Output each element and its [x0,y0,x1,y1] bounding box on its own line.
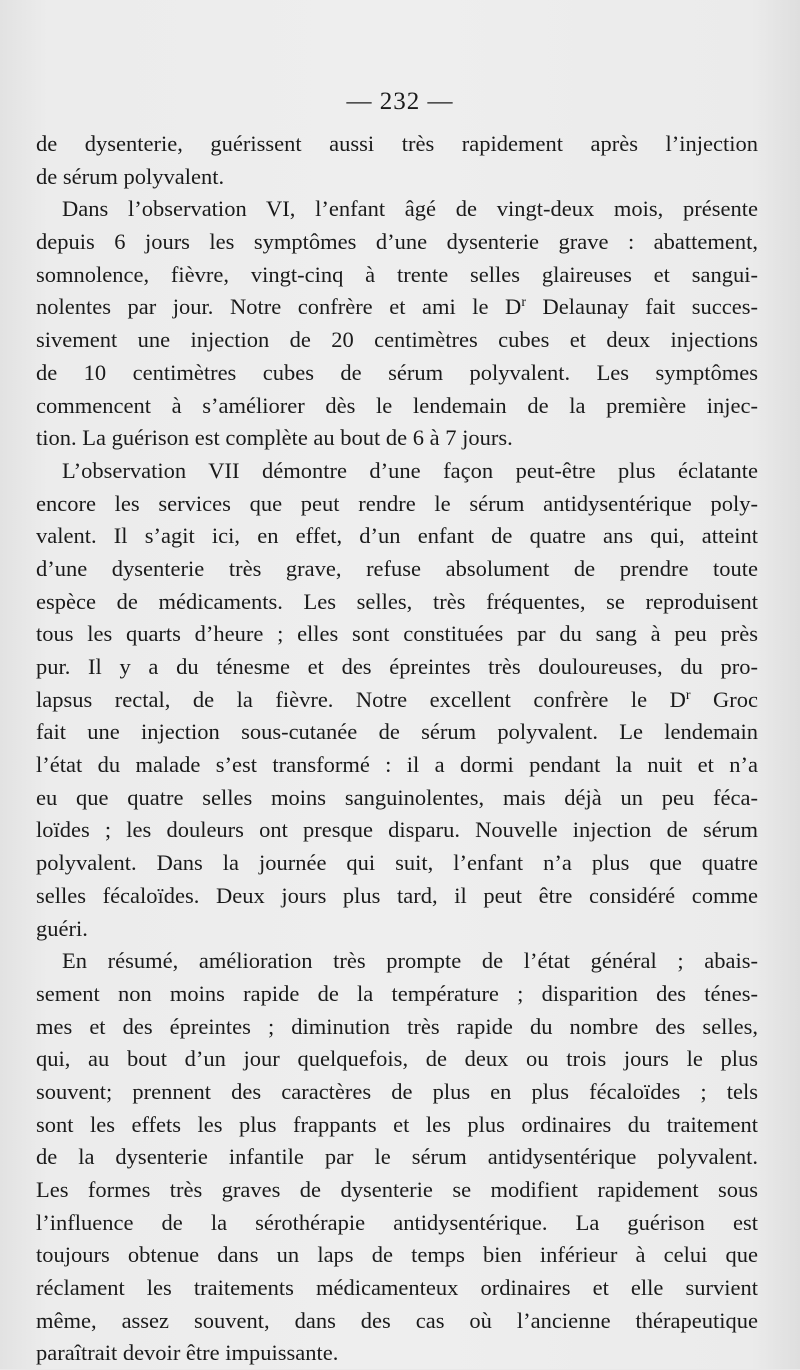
text-line: commencent à s’améliorer dès le lendemain de la première injec- [36,392,758,418]
text-line: de 10 centimètres cubes de sérum polyvalent. Les symptômes [36,359,758,385]
text-segment: Delaunay fait succes- [525,294,759,320]
text-line: de la dysenterie infantile par le sérum antidysentérique polyvalent. [36,1144,758,1170]
text-line: tous les quarts d’heure ; elles sont constituées par du sang à peu près [36,621,758,647]
text-line: depuis 6 jours les symptômes d’une dysenterie grave : abattement, [36,229,758,255]
text-line: selles fécaloïdes. Deux jours plus tard, il peut être considéré comme [36,882,758,908]
text-line: encore les services que peut rendre le sérum antidysentérique poly- [36,490,758,516]
superscript: r [685,687,691,703]
text-line: En résumé, amélioration très prompte de l’état général ; abais- [62,948,758,974]
text-line: pur. Il y a du ténesme et des épreintes très douloureuses, du pro- [36,654,758,679]
text-segment: Groc [690,686,758,712]
text-line: d’une dysenterie très grave, refuse absolument de prendre toute [36,555,758,581]
text-line [36,291,758,324]
text-line: l’influence de la sérothérapie antidysentérique. La guérison est [36,1209,758,1235]
page-number: — 232 — [346,88,454,115]
text-line: polyvalent. Dans la journée qui suit, l’enfant n’a plus que quatre [36,850,758,876]
text-line: mes et des épreintes ; diminution très rapide du nombre des selles, [36,1013,758,1039]
body-text [36,128,758,1370]
text-line: L’observation VII démontre d’une façon peut-être plus éclatante [62,457,758,483]
text-line: de sérum polyvalent. [36,163,225,189]
text-line: sont les effets les plus frappants et les plus ordinaires du traitement [36,1111,758,1137]
text-line: espèce de médicaments. Les selles, très fréquentes, se reproduisent [36,588,758,614]
text-line: toujours obtenue dans un laps de temps bien inférieur à celui que [36,1242,758,1268]
text-line: paraîtrait devoir être impuissante. [36,1340,339,1366]
superscript: r [521,295,526,311]
text-line: eu que quatre selles moins sanguinolentes, mais déjà un peu féca- [36,784,758,810]
text-line: valent. Il s’agit ici, en effet, d’un enfant de quatre ans qui, atteint [36,523,758,549]
text-line: qui, au bout d’un jour quelquefois, de deux ou trois jours le plus [36,1046,758,1072]
text-line: même, assez souvent, dans des cas où l’ancienne thérapeutique [36,1307,758,1333]
text-line: loïdes ; les douleurs ont presque disparu. Nouvelle injection de sérum [36,817,758,843]
text-line: somnolence, fièvre, vingt-cinq à trente selles glaireuses et sangui- [36,261,758,287]
text-line: Dans l’observation VI, l’enfant âgé de vingt-deux mois, présente [62,196,758,222]
text-line: fait une injection sous-cutanée de sérum polyvalent. Le lendemain [36,719,758,745]
text-line: Les formes très graves de dysenterie se modifient rapidement sous [36,1177,758,1202]
text-segment: nolentes par jour. Notre confrère et ami le D [36,294,522,320]
text-line: de dysenterie, guérissent aussi très rapidement après l’injection [36,131,758,156]
text-line [36,684,758,717]
text-line: souvent; prennent des caractères de plus en plus fécaloïdes ; tels [36,1078,758,1104]
text-line: guéri. [36,915,88,941]
text-line: tion. La guérison est complète au bout de 6 à 7 jours. [36,425,513,451]
text-line: sement non moins rapide de la température ; disparition des ténes- [36,980,758,1006]
text-line: l’état du malade s’est transformé : il a dormi pendant la nuit et n’a [36,752,758,778]
text-line: sivement une injection de 20 centimètres cubes et deux injections [36,327,758,353]
text-segment: lapsus rectal, de la fièvre. Notre excellent confrère le D [36,686,686,712]
text-line: réclament les traitements médicamenteux ordinaires et elle survient [36,1275,758,1301]
